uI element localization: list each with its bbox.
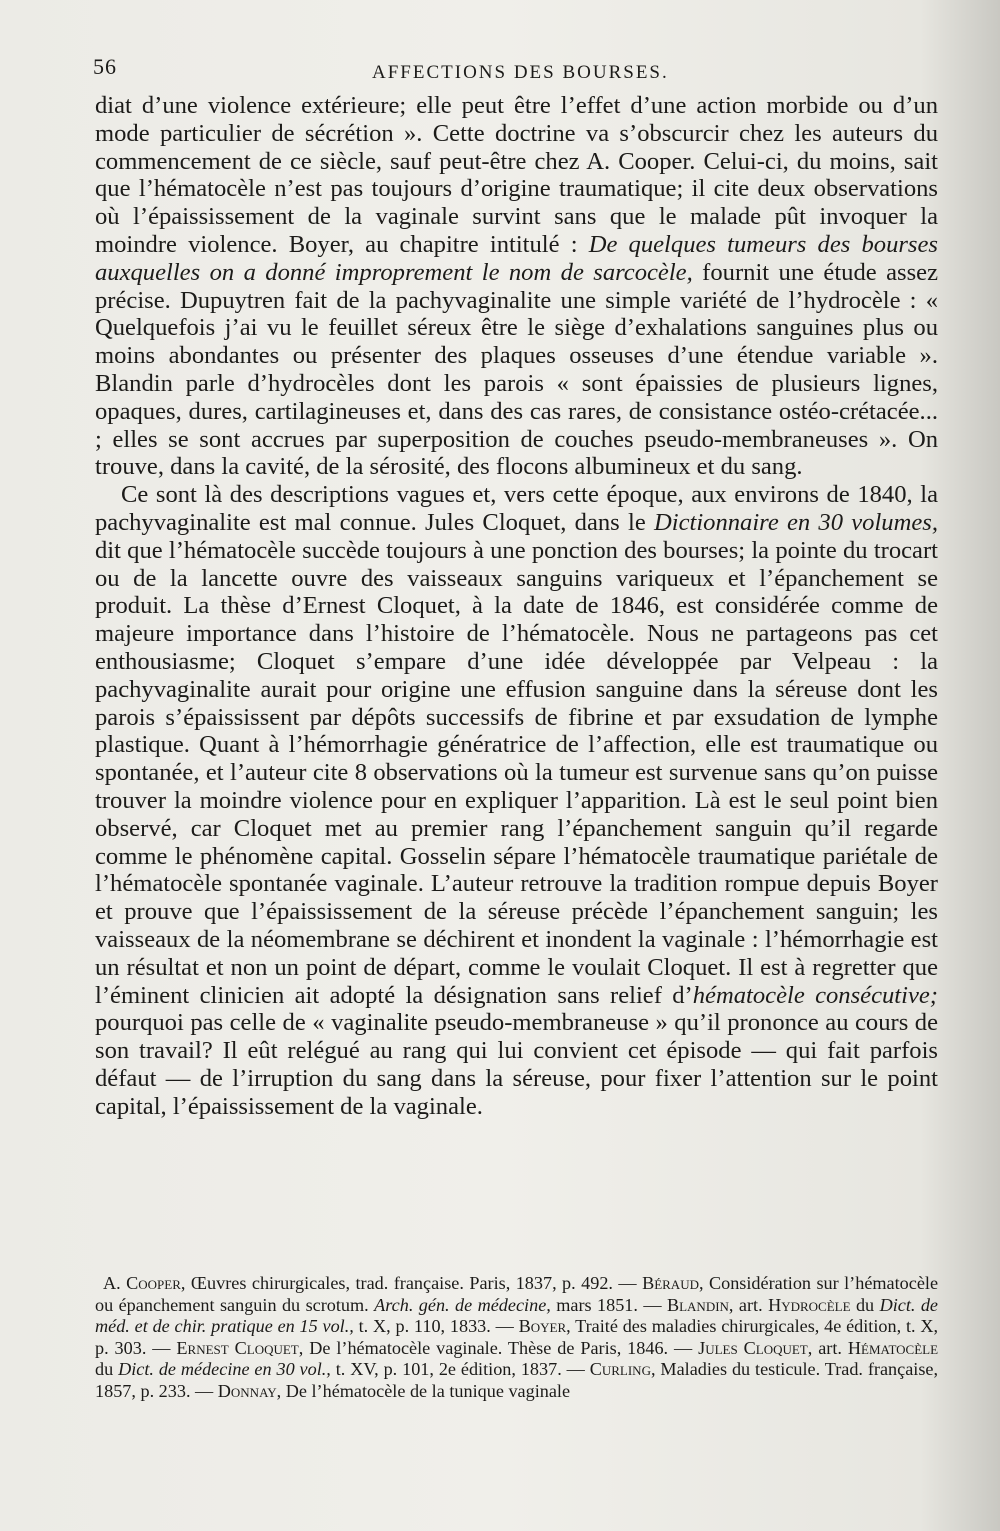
article-title: Hématocèle — [847, 1337, 939, 1358]
paragraph-2 — [95, 481, 938, 1120]
author-name: Jules Cloquet, — [698, 1337, 813, 1358]
text-span: fournit une étude assez précise. Dupuytren fait de la pachyvaginalite une simple variété de l’hydrocèle : « Quelquefois j’ai vu le feuillet séreux être le siège d’exhalations sanguines plus ou moins abondantes ou présenter des plaques osseuses d’une étendue variable ». Blandin parle d’hydrocèles dont les parois « sont épaissies de plusieurs lignes, opaques, dures, cartilagineuses et, dans des cas rares, de consistance ostéo-crétacée... ; elles se sont accrues par superposition de couches pseudo-membraneuses ». On trouve, dans la cavité, de la sérosité, des flocons albumineux et du sang. — [95, 258, 938, 481]
text-span: diat d’une violence extérieure; elle peut être l’effet d’une action morbide ou d’un mode particulier de sécrétion ». Cette doctrine va s’obscurcir chez les auteurs du commencement de ce siècle, sauf peut-être chez A. Cooper. Celui-ci, du moins, sait que l’hématocèle n’est pas toujours d’origine traumatique; il cite deux observations où l’épaississement de la vaginale survint sans que le malade pût invoquer la moindre violence. Boyer, au chapitre intitulé : — [95, 92, 938, 258]
text-span: dit que l’hématocèle succède toujours à une ponction des bourses; la pointe du trocart ou de la lancette ouvre des vaisseaux sanguins variqueux et l’épanchement se produit. La thèse d’Ernest Cloquet, à la date de 1846, est considérée comme de majeure importance dans l’histoire de l’hématocèle. Nous ne partageons pas cet enthousiasme; Cloquet s’empare d’une idée développée par Velpeau : la pachyvaginalite aurait pour origine une effusion sanguine dans la séreuse dont les parois s’épaississent par dépôts successifs de fibrine et par exsudation de lymphe plastique. Quant à l’hémorrhagie génératrice de l’affection, elle est traumatique ou spontanée, et l’auteur cite 8 observations où la tumeur est survenue sans qu’on puisse trouver la moindre violence pour en expliquer l’apparition. Là est le seul point bien observé, car Cloquet met au premier rang l’épanchement sanguin qu’il regarde comme le phénomène capital. Gosselin sépare l’hématocèle traumatique pariétale de l’hématocèle spontanée vaginale. L’auteur retrouve la tradition rompue depuis Boyer et prouve que l’épaississement de la séreuse précède l’épanchement sanguin; les vaisseaux de la néomembrane se déchirent et inondent la vaginale : l’hémorrhagie est un résultat et non un point de départ, comme le voulait Cloquet. Il est à regretter que l’éminent clinicien ait adopté la désignation sans relief d’ — [95, 536, 938, 1009]
main-text — [95, 92, 938, 1120]
journal-title: Dict. de médecine en 30 vol., — [118, 1359, 331, 1379]
author-name: Boyer, — [518, 1316, 571, 1336]
text-span: De l’hématocèle vaginale. Thèse de Paris, 1846. — — [309, 1337, 693, 1358]
author-name: Donnay, — [217, 1380, 282, 1401]
author-name: A. Cooper, — [103, 1273, 186, 1293]
text-span: Ce sont là des descriptions vagues et, vers cette époque, aux environs de 1840, la pachyvaginalite est mal connue. Jules Cloquet, dans le — [95, 481, 938, 536]
italic-title: De quelques tumeurs des bourses auxquelles on a donné improprement le nom de sarcocèle, — [95, 230, 938, 286]
author-name: Curling, — [589, 1359, 656, 1379]
italic-term: hématocèle consécutive; — [692, 981, 938, 1009]
footnote — [95, 1273, 938, 1402]
journal-title: Dict. de méd. et de chir. pratique en 15 vol., — [95, 1294, 939, 1336]
text-span: t. X, p. 110, 1833. — — [358, 1316, 514, 1336]
paragraph-1 — [95, 92, 938, 481]
text-span: du — [95, 1359, 114, 1379]
text-span: mars 1851. — — [556, 1294, 662, 1315]
text-span: Œuvres chirurgicales, trad. française. Paris, 1837, p. 492. — — [190, 1273, 637, 1293]
article-title: Hydrocèle — [768, 1294, 851, 1315]
text-span: De l’hématocèle de la tunique vaginale — [285, 1380, 571, 1401]
italic-title: Dictionnaire en 30 volumes, — [653, 508, 939, 536]
author-name: Blandin, — [666, 1294, 734, 1315]
text-span: art. — [738, 1294, 763, 1315]
text-span: Maladies du testicule. Trad. française, 1857, p. 233. — — [95, 1359, 939, 1401]
journal-title: Arch. gén. de médecine, — [374, 1294, 551, 1315]
text-span: t. XV, p. 101, 2e édition, 1837. — — [335, 1359, 585, 1379]
text-span: Considération sur l’hématocèle ou épanchement sanguin du scrotum. — [95, 1273, 939, 1315]
text-span: pourquoi pas celle de « vaginalite pseudo-membraneuse » qu’il prononce au cours de son travail? Il eût relégué au rang qui lui convient cet épisode — qui fait parfois défaut — de l’irruption du sang dans la séreuse, pour fixer l’attention sur le point capital, l’épaississement de la vaginale. — [95, 1009, 938, 1120]
text-span: du — [855, 1294, 875, 1315]
author-name: Béraud, — [642, 1273, 704, 1293]
text-span: Traité des maladies chirurgicales, 4e édition, t. X, p. 303. — — [95, 1316, 939, 1358]
author-name: Ernest Cloquet, — [176, 1337, 304, 1358]
running-title: AFFECTIONS DES BOURSES. — [372, 62, 669, 83]
text-span: art. — [818, 1337, 842, 1358]
page-number: 56 — [93, 54, 117, 79]
